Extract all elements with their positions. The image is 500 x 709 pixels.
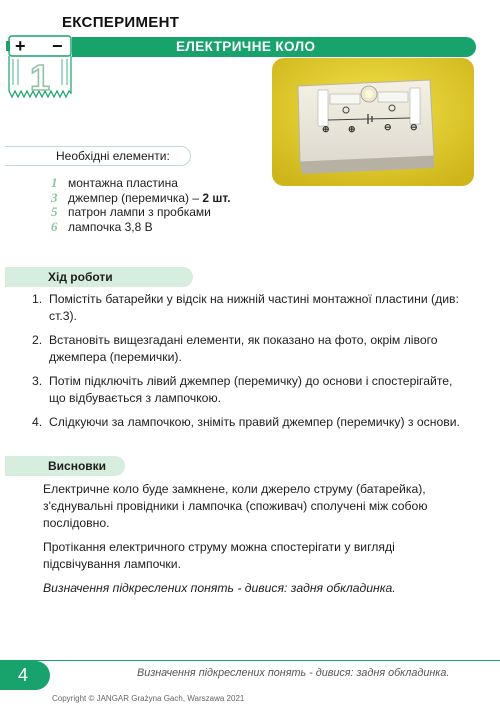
step-text: Слідкуючи за лампочкою, зніміть правий джемпер (перемичку) з основи.	[49, 415, 460, 429]
procedure-heading	[5, 267, 193, 287]
item-text: джемпер (перемичка) – 2 шт.	[68, 190, 231, 205]
required-elements-label: Необхідні елементи:	[56, 149, 170, 163]
definitions-note: Визначення підкреслених понять - дивися: задня обкладинка.	[43, 581, 396, 595]
svg-text:⊕: ⊕	[322, 124, 330, 134]
required-elements-list	[51, 176, 231, 234]
step-text: Встановіть вищезгадані елементи, як показано на фото, окрім лівого джемпера (перемички).	[49, 333, 438, 364]
step-number: 2.	[32, 333, 43, 347]
step-item	[32, 291, 472, 325]
list-item	[51, 205, 231, 220]
copyright: Copyright © JANGAR Grażyna Gach, Warszawa 2021	[52, 694, 245, 703]
item-text: патрон лампи з пробками	[68, 205, 211, 219]
conclusions-label: Висновки	[48, 459, 107, 473]
step-text: Помістіть батарейки у відсік на нижній частині монтажної пластини (див: ст.3).	[49, 292, 459, 323]
battery-plus: +	[15, 36, 26, 56]
step-number: 4.	[32, 415, 43, 429]
item-text: монтажна пластина	[68, 176, 178, 190]
conclusions-heading	[5, 456, 125, 476]
svg-text:⊖: ⊖	[384, 122, 392, 132]
item-number: 5	[51, 204, 58, 219]
conclusion-paragraph: Протікання електричного струму можна спостерігати у вигляді підсвічування лампочки.	[43, 540, 395, 571]
circuit-board-photo	[272, 58, 474, 186]
page-title: ЕЛЕКТРИЧНЕ КОЛО	[176, 39, 316, 54]
step-text: Потім підключіть лівий джемпер (перемичку) до основи і спостерігайте, що відбувається з лампочкою.	[49, 374, 453, 405]
title-bar	[72, 37, 476, 57]
page-number: 4	[18, 665, 29, 685]
step-item	[32, 414, 472, 431]
conclusions-body	[43, 481, 473, 604]
experiment-label: ЕКСПЕРИМЕНТ	[62, 14, 180, 31]
battery-minus: −	[52, 36, 63, 56]
procedure-label: Хід роботи	[48, 270, 113, 284]
footer-note: Визначення підкреслених понять - дивися: задня обкладинка.	[137, 667, 450, 679]
item-text: лампочка 3,8 В	[68, 219, 153, 234]
experiment-number: 1	[29, 57, 51, 98]
battery-badge-icon	[6, 33, 74, 103]
list-item	[51, 220, 231, 235]
step-number: 3.	[32, 374, 43, 388]
footer-divider	[0, 660, 500, 661]
item-number: 1	[51, 175, 58, 190]
step-item	[32, 332, 472, 366]
procedure-steps	[32, 291, 472, 438]
svg-text:⊖: ⊖	[410, 122, 418, 132]
list-item	[51, 176, 231, 191]
item-number: 6	[51, 218, 58, 234]
svg-text:⊕: ⊕	[348, 124, 356, 134]
conclusion-paragraph: Електричне коло буде замкнене, коли джерело струму (батарейка), з'єднувальні провідники і лампочка (споживач) сполучені між собою послідовно.	[43, 482, 428, 530]
required-elements-heading	[5, 146, 191, 166]
list-item	[51, 191, 231, 206]
item-number: 3	[51, 189, 58, 205]
step-number: 1.	[32, 292, 43, 306]
step-item	[32, 373, 472, 407]
